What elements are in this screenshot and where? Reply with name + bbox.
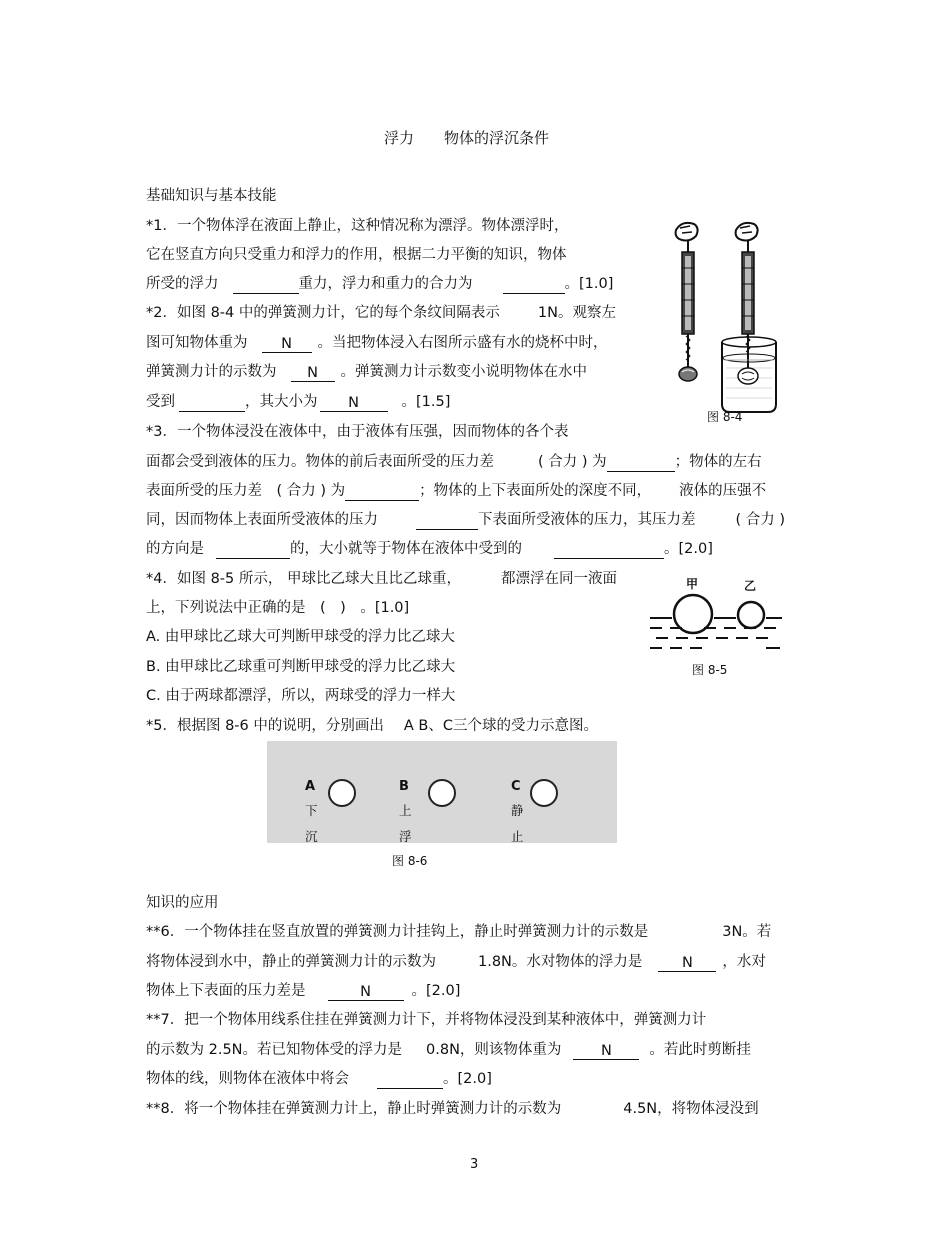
figure-8-6-caption: 图 8-6 <box>392 854 428 868</box>
q4-option-a[interactable]: A. 由甲球比乙球大可判断甲球受的浮力比乙球大 <box>146 629 455 645</box>
q3-line2: 面都会受到液体的压力。物体的前后表面所受的压力差 ( 合力 ) 为 ；物体的左右 <box>146 454 762 470</box>
ball-a-desc2: 沉 <box>305 829 318 844</box>
q2-line3: 弹簧测力计的示数为 N 。弹簧测力计示数变小说明物体在水中 <box>146 364 587 381</box>
answer-blank[interactable]: N <box>320 393 388 412</box>
q2-line1: *2．如图 8-4 中的弹簧测力计，它的每个条纹间隔表示 1N。观察左 <box>146 305 616 321</box>
q5-line1: *5．根据图 8-6 中的说明，分别画出 A B、C三个球的受力示意图。 <box>146 718 598 734</box>
q3-line5: 的方向是 的，大小就等于物体在液体中受到的 。[2.0] <box>146 541 713 557</box>
q4-line1: *4．如图 8-5 所示， 甲球比乙球大且比乙球重， 都漂浮在同一液面 <box>146 571 617 587</box>
q4-line2: 上，下列说法中正确的是 ( ) 。[1.0] <box>146 600 410 616</box>
q6-line3: 物体上下表面的压力差是 N 。[2.0] <box>146 983 461 1000</box>
ball-b-desc2: 浮 <box>399 829 412 844</box>
figure-8-5-caption: 图 8-5 <box>692 663 728 677</box>
q1-line2: 它在竖直方向只受重力和浮力的作用，根据二力平衡的知识，物体 <box>146 247 567 263</box>
q1-line1: *1．一个物体浮在液面上静止，这种情况称为漂浮。物体漂浮时， <box>146 218 569 234</box>
ball-b-desc1: 上 <box>399 803 412 818</box>
force-diagram-figure <box>267 741 617 843</box>
answer-blank[interactable]: N <box>262 334 312 353</box>
q6-line1: **6．一个物体挂在竖直放置的弹簧测力计挂钩上，静止时弹簧测力计的示数是 3N。若 <box>146 924 772 940</box>
q6-line2: 将物体浸到水中，静止的弹簧测力计的示数为 1.8N。水对物体的浮力是 N ，水对 <box>146 954 766 971</box>
ball-a-desc1: 下 <box>305 803 318 818</box>
floating-balls-figure <box>648 574 784 662</box>
answer-blank[interactable]: N <box>291 363 335 382</box>
page-title: 浮力 物体的浮沉条件 <box>384 129 550 147</box>
q3-line4: 同，因而物体上表面所受液体的压力 下表面所受液体的压力，其压力差 ( 合力 ) <box>146 512 786 528</box>
answer-blank[interactable]: N <box>573 1041 639 1060</box>
answer-blank[interactable]: N <box>328 982 404 1001</box>
q3-line1: *3．一个物体浸没在液体中，由于液体有压强，因而物体的各个表 <box>146 424 569 440</box>
answer-blank[interactable] <box>179 393 245 412</box>
spring-scale-figure <box>662 218 782 413</box>
answer-blank[interactable] <box>554 540 664 559</box>
q7-line2: 的示数为 2.5N。若已知物体受的浮力是 0.8N，则该物体重为 N 。若此时剪断挂 <box>146 1042 751 1059</box>
answer-blank[interactable] <box>345 482 419 501</box>
answer-blank[interactable] <box>607 453 675 472</box>
q2-line4: 受到 ，其大小为 N 。[1.5] <box>146 394 451 411</box>
section-heading-basics: 基础知识与基本技能 <box>146 188 277 204</box>
answer-blank[interactable] <box>503 275 565 294</box>
q3-line3: 表面所受的压力差 ( 合力 ) 为 ；物体的上下表面所处的深度不同， 液体的压强不 <box>146 483 767 499</box>
q7-line1: **7．把一个物体用线系住挂在弹簧测力计下，并将物体浸没到某种液体中，弹簧测力计 <box>146 1012 707 1028</box>
answer-blank[interactable]: N <box>658 953 716 972</box>
ball-b[interactable] <box>428 779 456 807</box>
q1-line3: 所受的浮力 重力，浮力和重力的合力为 。[1.0] <box>146 276 614 292</box>
answer-blank[interactable] <box>233 275 299 294</box>
answer-blank[interactable] <box>377 1070 443 1089</box>
ball-c-desc2: 止 <box>511 829 524 844</box>
ball-c-letter: C <box>511 779 521 794</box>
q8-line1: **8．将一个物体挂在弹簧测力计上，静止时弹簧测力计的示数为 4.5N，将物体浸没到 <box>146 1101 759 1117</box>
ball-c-desc1: 静 <box>511 803 524 818</box>
answer-blank[interactable] <box>216 540 290 559</box>
ball-a[interactable] <box>328 779 356 807</box>
section-heading-application: 知识的应用 <box>146 895 219 911</box>
q4-option-c[interactable]: C. 由于两球都漂浮，所以，两球受的浮力一样大 <box>146 688 456 704</box>
figure-8-4-caption: 图 8-4 <box>707 410 743 424</box>
ball-label-yi: 乙 <box>744 579 757 593</box>
q4-option-b[interactable]: B. 由甲球比乙球重可判断甲球受的浮力比乙球大 <box>146 659 456 675</box>
answer-blank[interactable] <box>416 511 478 530</box>
ball-label-jia: 甲 <box>686 577 699 591</box>
ball-c[interactable] <box>530 779 558 807</box>
q7-line3: 物体的线，则物体在液体中将会 。[2.0] <box>146 1071 492 1087</box>
page-number: 3 <box>470 1157 479 1172</box>
q2-line2: 图可知物体重为 N 。当把物体浸入右图所示盛有水的烧杯中时， <box>146 335 608 352</box>
ball-a-letter: A <box>305 779 316 794</box>
ball-b-letter: B <box>399 779 409 794</box>
